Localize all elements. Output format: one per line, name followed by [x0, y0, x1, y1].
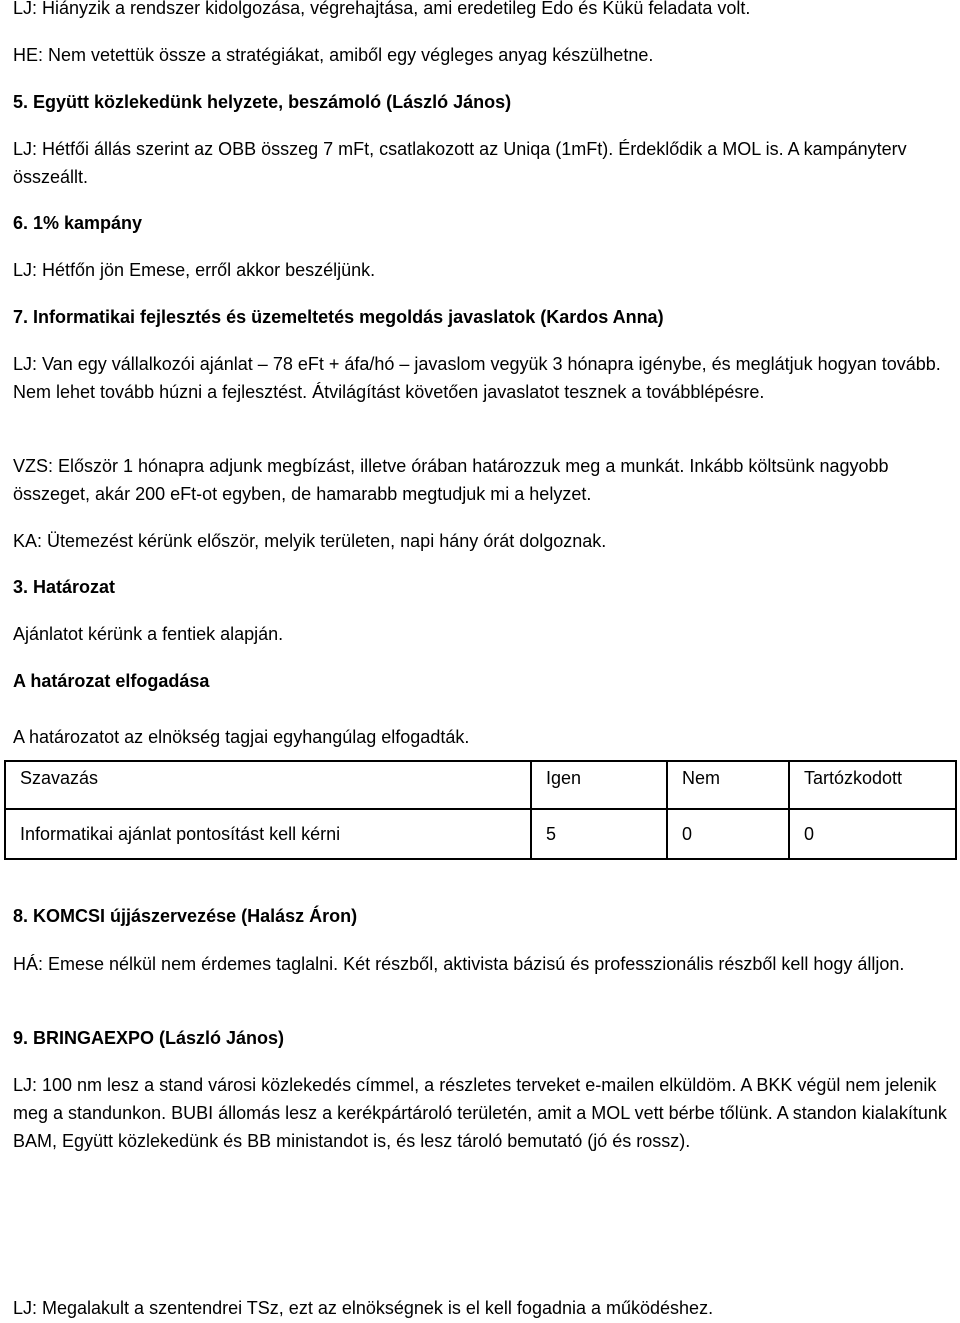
paragraph-acceptance: A határozatot az elnökség tagjai egyhangúlag elfogadták.: [13, 727, 470, 747]
heading-section-7: 7. Informatikai fejlesztés és üzemeltetés megoldás javaslatok (Kardos Anna): [13, 307, 664, 327]
paragraph-lj-obb: LJ: Hétfői állás szerint az OBB összeg 7 mFt, csatlakozott az Uniqa (1mFt). Érdeklődik a MOL is. A kampányterv összeállt.: [13, 139, 907, 187]
heading-section-9: 9. BRINGAEXPO (László János): [13, 1028, 285, 1048]
cell-no-count: 0: [667, 809, 789, 859]
paragraph-ha: HÁ: Emese nélkül nem érdemes taglalni. Két részből, aktivista bázisú és professzionális részből kell hogy álljon.: [13, 954, 905, 974]
paragraph-lj-stand: LJ: 100 nm lesz a stand városi közlekedés címmel, a részletes terveket e-mailen elküldöm. A BKK végül nem jelenik meg a standunkon. BUBI állomás lesz a kerékpártároló területén, amit a MOL vett bérbe tőlünk. A standon kialakítunk BAM, Együtt közlekedünk és BB ministandot is, és lesz tároló bemutató (jó és rossz).: [13, 1075, 947, 1151]
paragraph-vzs: VZS: Először 1 hónapra adjunk megbízást, illetve órában határozzuk meg a munkát. Inkább költsünk nagyobb összeget, akár 200 eFt-ot egyben, de hamarabb megtudjuk mi a helyzet.: [13, 456, 889, 504]
header-abstain: Tartózkodott: [789, 761, 956, 809]
heading-section-6: 6. 1% kampány: [13, 213, 143, 233]
heading-section-8: 8. KOMCSI újjászervezése (Halász Áron): [13, 906, 358, 926]
paragraph-resolution: Ajánlatot kérünk a fentiek alapján.: [13, 624, 284, 644]
vote-table: [4, 760, 957, 860]
cell-vote-subject: Informatikai ajánlat pontosítást kell kérni: [5, 809, 531, 859]
paragraph-ka: KA: Ütemezést kérünk először, melyik területen, napi hány órát dolgoznak.: [13, 531, 607, 551]
cell-abstain-count: 0: [789, 809, 956, 859]
paragraph-lj-tsz: LJ: Megalakult a szentendrei TSz, ezt az elnökségnek is el kell fogadnia a működéshez.: [13, 1298, 714, 1318]
table-header-row: [5, 761, 956, 809]
paragraph-lj-emese: LJ: Hétfőn jön Emese, erről akkor beszéljünk.: [13, 260, 376, 280]
paragraph-lj-offer: LJ: Van egy vállalkozói ajánlat – 78 eFt + áfa/hó – javaslom vegyük 3 hónapra igénybe, és meglátjuk hogyan tovább. Nem lehet tovább húzni a fejlesztést. Átvilágítást követően javaslatot tesznek a továbblépésre.: [13, 354, 941, 402]
paragraph-lj-system: LJ: Hiányzik a rendszer kidolgozása, végrehajtása, ami eredetileg Edo és Kükü feladata volt.: [13, 0, 751, 18]
table-row: [5, 809, 956, 859]
heading-acceptance: A határozat elfogadása: [13, 671, 210, 691]
heading-resolution: 3. Határozat: [13, 577, 116, 597]
heading-section-5: 5. Együtt közlekedünk helyzete, beszámoló (László János): [13, 92, 512, 112]
cell-yes-count: 5: [531, 809, 667, 859]
header-no: Nem: [667, 761, 789, 809]
paragraph-he-strategy: HE: Nem vetettük össze a stratégiákat, amiből egy végleges anyag készülhetne.: [13, 45, 654, 65]
header-yes: Igen: [531, 761, 667, 809]
header-vote: Szavazás: [5, 761, 531, 809]
